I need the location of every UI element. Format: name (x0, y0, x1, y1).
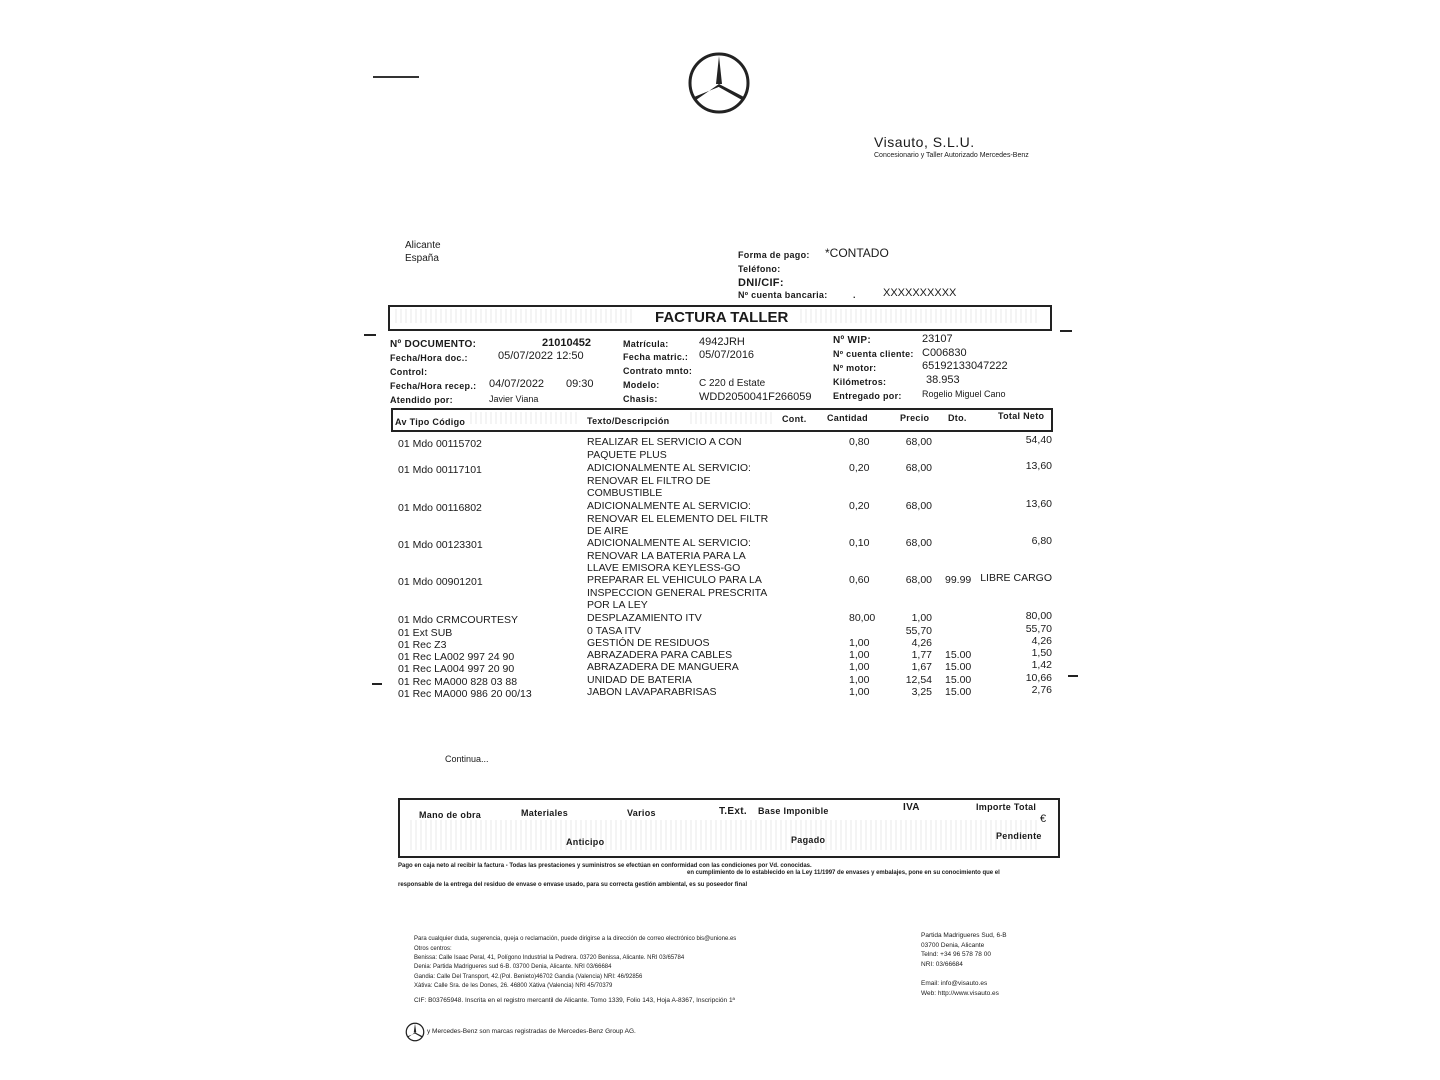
modelo-value: C 220 d Estate (699, 378, 766, 389)
cuenta-cliente-value: C006830 (922, 347, 967, 359)
line-cantidad: 1,00 (849, 674, 870, 686)
margin-mark-left-2 (372, 683, 382, 685)
total-pendiente-label: Pendiente (996, 831, 1042, 841)
line-total: LIBRE CARGO (980, 572, 1052, 584)
mercedes-star-small-logo (405, 1022, 425, 1042)
line-code: 01 Rec LA004 997 20 90 (398, 663, 515, 675)
legal-line-3: responsable de la entrega del residuo de envase o envase usado, para su correcta gestión ambiental, es su poseedor final (398, 882, 748, 888)
line-cantidad: 0,10 (849, 537, 870, 549)
footer-benissa: Benissa: Calle Isaac Peral, 41, Polígono Industrial la Pedrera. 03720 Benissa, Alicante. NRI 03/65784 (414, 955, 685, 961)
margin-mark-left (364, 334, 376, 336)
company-name: Visauto, S.L.U. (874, 134, 975, 150)
footer-phone: Telnd: +34 96 578 78 00 (921, 951, 991, 958)
line-description: DE AIRE (587, 525, 629, 538)
line-description: RENOVAR LA BATERIA PARA LA (587, 549, 746, 562)
total-anticipo-label: Anticipo (566, 837, 605, 847)
total-mano-obra-label: Mano de obra (419, 810, 482, 820)
line-description: ABRAZADERA PARA CABLES (587, 649, 733, 661)
scan-mark (373, 76, 419, 78)
line-code: 01 Mdo 00901201 (398, 576, 483, 588)
line-total: 6,80 (1031, 535, 1052, 547)
col-tipo: Av Tipo Código (395, 417, 466, 427)
footer-contact-line: Para cualquier duda, sugerencia, queja o reclamación, puede dirigirse a la dirección de correo electrónico bis@unione.es (414, 936, 737, 942)
line-code: 01 Rec MA000 828 03 88 (398, 676, 518, 688)
line-precio: 68,00 (905, 537, 932, 549)
km-value: 38.953 (926, 374, 960, 386)
footer-address-2: 03700 Denia, Alicante (921, 942, 985, 949)
line-description: UNIDAD DE BATERIA (587, 674, 692, 686)
line-code: 01 Mdo 00116802 (398, 502, 482, 514)
line-dto: 15.00 (945, 649, 972, 661)
col-texto: Texto/Descripción (587, 416, 670, 426)
total-iva-label: IVA (903, 802, 920, 813)
documento-value: 21010452 (542, 337, 591, 349)
line-total: 2,76 (1031, 684, 1052, 696)
line-code: 01 Mdo CRMCOURTESY (398, 614, 519, 626)
line-cantidad: 0,20 (849, 462, 870, 474)
line-cantidad: 0,20 (849, 500, 870, 512)
line-precio: 68,00 (905, 500, 932, 512)
cuenta-bancaria-label: Nº cuenta bancaria: (738, 290, 828, 300)
forma-pago-label: Forma de pago: (738, 250, 810, 260)
entregado-value: Rogelio Miguel Cano (922, 389, 1006, 399)
total-importe-label: Importe Total (976, 802, 1037, 812)
line-description: 0 TASA ITV (587, 625, 641, 637)
footer-gandia: Gandia: Calle Del Transport, 42.(Pol. Benieto)46702 Gandia (Valencia) NRI: 46/92856 (414, 974, 643, 980)
line-description: COMBUSTIBLE (587, 487, 663, 500)
line-cantidad: 1,00 (849, 661, 870, 673)
footer-cif: CIF: B03765948. Inscrita en el registro mercantil de Alicante. Tomo 1339, Folio 143, Hoja A-8367, Inscripción 1ª (414, 997, 735, 1004)
line-dto: 15.00 (945, 674, 972, 686)
fecha-recep-label: Fecha/Hora recep.: (390, 381, 477, 391)
wip-value: 23107 (922, 333, 953, 345)
fecha-recep-date: 04/07/2022 (489, 378, 545, 390)
footer-nri: NRI: 03/66684 (921, 961, 963, 968)
legal-line-2: en cumplimiento de lo establecido en la Ley 11/1997 de envases y embalajes, pone en su conocimiento que el (687, 870, 1000, 876)
motor-value: 65192133047222 (922, 360, 1008, 372)
line-cantidad: 0,80 (849, 436, 870, 448)
footer-address-1: Partida Madrigueres Sud, 6-B (921, 932, 1007, 939)
line-precio: 1,77 (911, 649, 932, 661)
col-cont: Cont. (782, 414, 807, 424)
footer-denia: Denia: Partida Madrigueres sud 6-B. 03700 Denia, Alicante. NRI 03/66684 (414, 964, 612, 970)
line-description: ADICIONALMENTE AL SERVICIO: (587, 537, 751, 549)
modelo-label: Modelo: (623, 380, 660, 390)
line-total: 1,42 (1031, 659, 1052, 671)
line-cantidad: 0,60 (849, 574, 870, 586)
line-description: POR LA LEY (587, 599, 648, 612)
matricula-label: Matrícula: (623, 339, 669, 349)
total-pagado-label: Pagado (791, 835, 826, 845)
fecha-matric-label: Fecha matric.: (623, 352, 689, 362)
margin-mark-right-2 (1068, 675, 1078, 677)
customer-city: Alicante (405, 240, 441, 251)
invoice-title: FACTURA TALLER (655, 309, 789, 326)
line-description: DESPLAZAMIENTO ITV (587, 612, 702, 624)
atendido-label: Atendido por: (390, 395, 453, 405)
entregado-label: Entregado por: (833, 391, 902, 401)
line-precio: 68,00 (905, 574, 932, 586)
atendido-value: Javier Viana (489, 394, 539, 404)
line-precio: 55,70 (905, 625, 932, 637)
cuenta-bancaria-dot: . (853, 290, 856, 300)
legal-line-1: Pago en caja neto al recibir la factura - Todas las prestaciones y suministros se efectúan en conformidad con las condiciones por Vd. conocidas. (398, 863, 812, 869)
total-text-label: T.Ext. (719, 806, 747, 817)
line-description: PREPARAR EL VEHICULO PARA LA (587, 574, 762, 586)
chasis-value: WDD2050041F266059 (699, 391, 812, 403)
cuenta-cliente-label: Nº cuenta cliente: (833, 349, 914, 359)
continua-text: Continua... (445, 754, 489, 764)
line-precio: 1,00 (911, 612, 932, 624)
col-dto: Dto. (948, 413, 967, 423)
line-code: 01 Mdo 00117101 (398, 464, 482, 476)
line-cantidad: 1,00 (849, 637, 870, 649)
fecha-matric-value: 05/07/2016 (699, 349, 755, 361)
customer-country: España (405, 253, 439, 264)
line-description: ABRAZADERA DE MANGUERA (587, 661, 739, 673)
line-description: ADICIONALMENTE AL SERVICIO: (587, 462, 751, 474)
line-code: 01 Rec MA000 986 20 00/13 (398, 688, 532, 700)
line-description: INSPECCION GENERAL PRESCRITA (587, 586, 768, 599)
line-description: ADICIONALMENTE AL SERVICIO: (587, 500, 751, 512)
col-cantidad: Cantidad (827, 413, 868, 423)
line-code: 01 Ext SUB (398, 627, 453, 639)
motor-label: Nº motor: (833, 363, 877, 373)
line-total: 55,70 (1025, 623, 1052, 635)
line-dto: 15.00 (945, 661, 972, 673)
line-precio: 1,67 (911, 661, 932, 673)
contrato-label: Contrato mnto: (623, 366, 693, 376)
line-total: 13,60 (1025, 498, 1052, 510)
line-total: 13,60 (1025, 460, 1052, 472)
line-description: RENOVAR EL FILTRO DE (587, 474, 711, 487)
line-description: LLAVE EMISORA KEYLESS-GO (587, 562, 741, 575)
footer-xativa: Xàtiva: Calle Sra. de les Dones, 26. 46800 Xàtiva (Valencia) NRI 45/70379 (414, 983, 613, 989)
company-tagline: Concesionario y Taller Autorizado Mercedes-Benz (874, 152, 1029, 159)
line-description: REALIZAR EL SERVICIO A CON (587, 436, 742, 448)
line-precio: 68,00 (905, 462, 932, 474)
line-cantidad: 1,00 (849, 686, 870, 698)
line-description: PAQUETE PLUS (587, 448, 667, 461)
forma-pago-value: *CONTADO (825, 246, 889, 260)
line-total: 54,40 (1025, 434, 1052, 446)
total-currency: € (1040, 813, 1047, 825)
line-cantidad: 1,00 (849, 649, 870, 661)
line-total: 80,00 (1025, 610, 1052, 622)
line-dto: 15.00 (945, 686, 972, 698)
line-precio: 4,26 (911, 637, 932, 649)
line-description: GESTIÓN DE RESIDUOS (587, 637, 710, 649)
total-base-label: Base Imponible (758, 806, 829, 816)
line-precio: 12,54 (905, 674, 932, 686)
trademark-text: y Mercedes-Benz son marcas registradas de Mercedes-Benz Group AG. (427, 1028, 636, 1035)
chasis-label: Chasis: (623, 394, 658, 404)
dni-label: DNI/CIF: (738, 277, 784, 289)
line-total: 10,66 (1025, 672, 1052, 684)
line-code: 01 Mdo 00123301 (398, 539, 483, 551)
control-label: Control: (390, 367, 428, 377)
line-description: JABON LAVAPARABRISAS (587, 686, 717, 698)
fecha-recep-time: 09:30 (566, 378, 594, 390)
matricula-value: 4942JRH (699, 336, 745, 348)
line-description: RENOVAR EL ELEMENTO DEL FILTR (587, 512, 769, 525)
line-precio: 68,00 (905, 436, 932, 448)
line-precio: 3,25 (911, 686, 932, 698)
col-total: Total Neto (998, 411, 1045, 421)
line-dto: 99.99 (945, 574, 972, 586)
telefono-label: Teléfono: (738, 264, 781, 274)
cuenta-bancaria-value: XXXXXXXXXX (883, 287, 957, 299)
line-cantidad: 80,00 (849, 612, 876, 624)
fecha-doc-value: 05/07/2022 12:50 (498, 350, 584, 362)
line-total: 4,26 (1031, 635, 1052, 647)
line-code: 01 Rec Z3 (398, 639, 447, 651)
km-label: Kilómetros: (833, 377, 887, 387)
footer-otros-centros: Otros centros: (414, 946, 452, 952)
total-varios-label: Varios (627, 808, 656, 818)
footer-web: Web: http://www.visauto.es (921, 990, 999, 997)
wip-label: Nº WIP: (833, 335, 871, 346)
fecha-doc-label: Fecha/Hora doc.: (390, 353, 468, 363)
line-code: 01 Rec LA002 997 24 90 (398, 651, 515, 663)
mercedes-star-logo (687, 51, 751, 115)
total-materiales-label: Materiales (521, 808, 569, 818)
col-precio: Precio (900, 413, 930, 423)
line-code: 01 Mdo 00115702 (398, 438, 482, 450)
footer-email: Email: info@visauto.es (921, 980, 988, 987)
documento-label: Nº DOCUMENTO: (390, 339, 477, 350)
margin-mark-right (1060, 330, 1072, 332)
line-total: 1,50 (1031, 647, 1052, 659)
